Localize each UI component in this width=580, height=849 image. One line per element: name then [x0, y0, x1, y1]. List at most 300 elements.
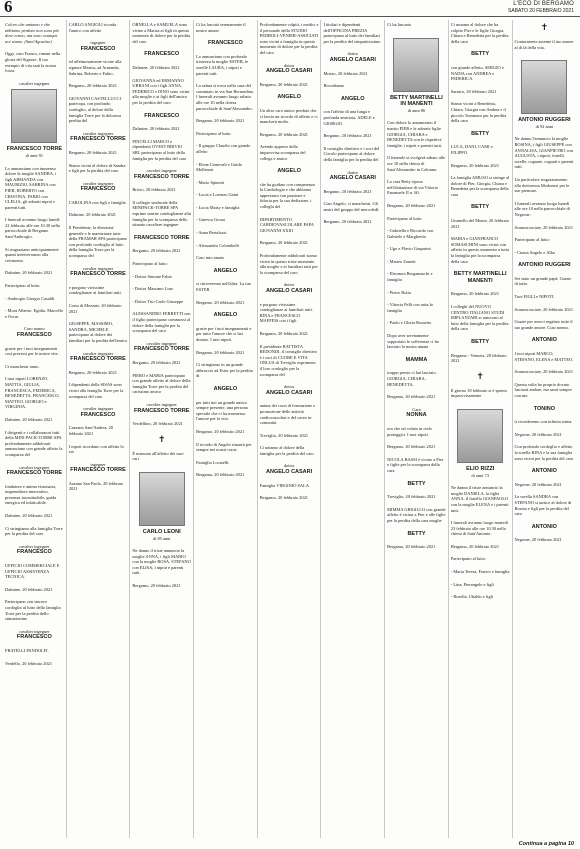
- notice-block: [387, 392, 446, 405]
- notice-block: [132, 185, 191, 198]
- notice-block: [387, 355, 446, 369]
- notice-block: [515, 442, 575, 466]
- notice-text: - Lina, Pierangelo e figli: [450, 581, 494, 587]
- notice-block: [5, 597, 64, 626]
- notice-text: - Cinzia Angelo e Alba: [514, 249, 555, 255]
- notice-block: [132, 400, 191, 419]
- deceased-name: NONNA: [406, 412, 427, 419]
- notice-text: Un particolare ringraziamento alla dottoressa Modonesi per le sue premure.: [514, 176, 570, 194]
- notice-block: [132, 166, 191, 185]
- notice-block: [260, 80, 319, 93]
- notice-text: Negrone, 20 febbraio 2021: [514, 431, 562, 437]
- notice-text: Treviglio, 20 febbraio 2021: [259, 432, 309, 438]
- notice-text: - Eleonora Bergamaschi e famiglia: [387, 271, 433, 283]
- notice-block: [387, 244, 446, 257]
- notice-text: Treviglio, 20 febbraio 2021: [387, 494, 436, 500]
- deceased-name: FRANCESCO TORRE: [6, 470, 63, 477]
- deceased-name: FRANCESCO: [80, 186, 116, 193]
- notice-text: I tuoi nipoti LORENZO, MATTIA, GIULIA, FRANCESCA, FEDERICA, BENEDETTA, FRANCESCO, MATTEO, GIORGIO e VIRGINIA.: [5, 376, 60, 410]
- notice-text: - Rosella, Ubaldo e figli: [450, 594, 494, 600]
- notice-block: [196, 160, 255, 178]
- notice-block: [323, 20, 382, 49]
- deceased-name: BETTY: [471, 204, 490, 211]
- notice-block: [196, 398, 255, 427]
- notice-block: [451, 302, 510, 337]
- notice-text: Bergamo, 20 febbraio 2021: [323, 219, 372, 225]
- notice-text: Ne danno il triste annuncio la moglie ANNA, i figli MARIO con la moglie ROSA, STEFANO con ELISA, i nipoti e parenti tutti.: [132, 548, 191, 576]
- notice-block: [387, 118, 446, 153]
- notice-block: [451, 87, 510, 100]
- deceased-title: dottor: [283, 463, 295, 469]
- notice-text: Ci uniamo al dolore che ha colpito Pier e le figlie Giorgia, Chiara e Benedetta per la perdita della cara: [450, 22, 509, 44]
- notice-text: I dirigenti e i collaboratori tutti della MINI PACK-TORRE SPA profondamente addolorati annunciano con grande affetto la scomparsa del: [5, 429, 63, 457]
- notice-block: [5, 511, 64, 524]
- notice-text: - Anna Bertalossi: [196, 230, 227, 236]
- notice-text: Famiglia VIRGINIO SALA.: [259, 482, 311, 488]
- notice-block: [5, 324, 64, 343]
- notice-block: [5, 524, 64, 542]
- notice-block: [132, 546, 191, 581]
- deceased-name: FRANCESCO: [16, 634, 52, 641]
- notice-block: [69, 442, 128, 460]
- notice-block: [260, 300, 319, 329]
- notice-text: CAROLINA con figli e famiglie.: [68, 199, 127, 205]
- deceased-name: CARLO LEONI: [142, 528, 181, 535]
- column-8: [449, 20, 513, 838]
- notice-text: Il giorno 18 febbraio si è spento improvvisamente: [450, 387, 507, 399]
- notice-block: [451, 129, 510, 143]
- notice-block: [515, 274, 575, 292]
- notice-block: [69, 198, 128, 211]
- notice-block: [387, 368, 446, 392]
- notice-block: [515, 248, 575, 261]
- notice-block: [515, 367, 575, 380]
- notice-text: Bergamo, 20 febbraio 2021: [196, 428, 245, 434]
- notice-block: [260, 142, 319, 166]
- notice-text: Profondamente addolorati siamo vicini in questo triste momento alla moglie e ai familiari tutti per la scomparsa del caro: [259, 253, 318, 275]
- deceased-name: ANGELO: [341, 95, 365, 102]
- deceased-title: cavalier ingegner: [82, 265, 114, 271]
- notice-text: I titolari e dipendenti dell'OFFICINA PREZIA partecipano al lutto dei familiari per la perdita del simpaticissimo: [323, 22, 381, 44]
- deceased-name: FRANCESCO: [207, 40, 243, 47]
- notice-text: - Dottor Simone Fabio: [132, 273, 173, 279]
- notice-block: [5, 428, 64, 463]
- deceased-name: FRANCESCO TORRE: [70, 356, 126, 363]
- notice-text: PINCELLI MARCO e dipendenti OVEST BRIVIO SRL partecipano al lutto della famiglia per la perdita del caro: [132, 138, 187, 161]
- notice-text: - Matteo Zanetti: [387, 258, 416, 264]
- deceased-name: BETTY: [407, 530, 426, 537]
- notice-block: [387, 269, 446, 287]
- notice-text: Ciao Angelo, ci mancherai. Gli amici del gruppo del mercoledì.: [323, 201, 380, 212]
- notice-text: Ci uniamo al dolore della famiglia per la perdita del caro: [259, 445, 314, 456]
- notice-block: [69, 161, 128, 179]
- deceased-name: ANGELO: [213, 267, 238, 274]
- notice-block: [387, 201, 446, 214]
- notice-block: [5, 415, 64, 428]
- notice-block: [387, 226, 446, 244]
- deceased-title: cavalier ingegner: [82, 130, 114, 136]
- notice-text: - Gabriella e Riccardo con Gabriele e Margherita: [387, 228, 434, 239]
- notice-text: Ci ha lasciato: [387, 22, 412, 27]
- notice-text: Cazzano Sant'Andrea, 20 febbraio 2021: [68, 425, 114, 436]
- notice-text: La sorella SANDRA con STEFANO si unisce al dolore di Rosina e figli per la perdita del caro: [514, 494, 572, 517]
- notice-text: Caro mio amato: [196, 255, 225, 261]
- notice-text: Famiglia Locatelli.: [196, 459, 230, 465]
- notice-block: [323, 49, 382, 68]
- notice-text: Sei stato un grande papà. Grazie di tutto.: [514, 275, 572, 287]
- notice-block: [451, 542, 510, 555]
- notice-block: [69, 301, 128, 319]
- deceased-title: dottor: [283, 384, 295, 390]
- deceased-name: FRANCESCO: [16, 549, 52, 556]
- notice-text: Ci ha lasciati serenamente il nostro amato: [196, 22, 246, 33]
- notice-text: Questa volta ho proprio dovuto lasciarti andare, ma sarai sempre con me.: [514, 381, 572, 398]
- notice-text: Grumello del Monte, 20 febbraio 2021: [450, 218, 509, 229]
- deceased-name: ANGELO CASARI: [266, 469, 313, 476]
- notice-text: Siamo vicini al dolore di Sandra e figli per la perdita del caro: [68, 162, 126, 174]
- notice-block: [260, 461, 319, 480]
- notice-block: [387, 542, 446, 555]
- notice-block: [451, 142, 510, 160]
- page-number: 6: [4, 0, 13, 16]
- notice-text: Bergamo, 20 febbraio 2021: [450, 543, 500, 549]
- notice-block: [451, 518, 510, 542]
- notice-block: [515, 20, 575, 37]
- notice-block: [69, 368, 128, 381]
- notice-block: [196, 266, 255, 280]
- notice-block: [5, 542, 64, 561]
- notice-text: Bergamo, 20 febbraio 2021: [259, 495, 308, 501]
- notice-block: [196, 348, 255, 361]
- issue-date: SABATO 20 FEBBRAIO 2021: [508, 8, 574, 14]
- column-9: [513, 20, 577, 838]
- notice-text: ed affettuosamente vicino alla signora Marisa, ad Armanda, Sabrina, Roberto e Fabio.: [68, 59, 122, 76]
- notice-block: [451, 289, 510, 302]
- notice-text: Bergamo, 20 febbraio 2021: [132, 583, 181, 589]
- deceased-age: di anni 91: [25, 152, 44, 158]
- notice-block: [5, 20, 64, 49]
- deceased-name: ANTONIO RUGGERI: [518, 117, 571, 124]
- notice-text: FRATELLI PANDOLFI.: [5, 647, 49, 653]
- deceased-title: dottor: [283, 62, 295, 68]
- notice-text: Bergamo, 20 febbraio 2021: [259, 240, 308, 246]
- notice-text: Ci stringiamo in un grande abbraccio ad Ester per la perdita di: [196, 362, 253, 379]
- notice-text: - Maria Teresa, Franco e famiglia: [450, 569, 510, 575]
- notice-block: [515, 199, 575, 223]
- deceased-title: cavalier ingegner: [82, 350, 114, 356]
- deceased-name: FRANCESCO: [80, 45, 116, 52]
- notice-block: [5, 362, 64, 375]
- notice-block: [515, 260, 575, 274]
- deceased-title: ingegner: [90, 461, 106, 467]
- notice-block: [515, 37, 575, 55]
- notice-block: [196, 310, 255, 324]
- notice-text: Bergamo, 20 febbraio 2021: [450, 162, 500, 168]
- deceased-name: ANGELO CASARI: [266, 389, 313, 396]
- deceased-name: FRANCESCO TORRE: [6, 146, 63, 153]
- notice-text: Bergamo, 20 febbraio 2021: [68, 369, 117, 375]
- notice-block: [196, 141, 255, 159]
- notice-block: [387, 257, 446, 270]
- notice-block: [196, 129, 255, 142]
- deceased-name: FRANCESCO: [80, 411, 116, 418]
- notice-text: Bergamo, 20 febbraio 2021: [68, 83, 117, 89]
- notice-heading: Cara: [412, 406, 421, 412]
- notice-text: - Pietro Botta: [387, 289, 411, 295]
- notice-block: [196, 384, 255, 398]
- notice-block: [323, 199, 382, 217]
- notice-text: I tuoi nipoti MARCO, STEFANO, ELENA e MATTEO.: [514, 351, 574, 362]
- cross-icon: ✝: [476, 370, 484, 381]
- column-6: [321, 20, 385, 838]
- deceased-name: BETTY: [471, 130, 490, 137]
- notice-text: Costa di Mezzate, 20 febbraio 2021: [68, 303, 122, 314]
- notice-block: [323, 144, 382, 168]
- notice-text: Dalmine, 20 febbraio 2021: [68, 212, 116, 218]
- deceased-name: BETTY MARTINELLI IN MANENTI: [390, 94, 443, 108]
- notice-text: Siamo vicini a Benedetta, Chiara, Giorgia con Andrea e il piccolo Tommaso per la perdita della cara: [450, 101, 507, 124]
- notice-text: Dopo aver serenamente sopportato le sofferenze ci ha lasciato la nostra amata: [387, 333, 439, 350]
- notice-block: [387, 492, 446, 505]
- notice-block: [5, 306, 64, 324]
- notice-text: - Dottor Massimo Lino: [132, 286, 173, 292]
- notice-text: UFFICIO COMMERCIALE E UFFICIO ASSISTENZA TECNICA.: [5, 563, 60, 580]
- notice-block: [132, 246, 191, 259]
- deceased-name: ANTONIO: [531, 337, 557, 344]
- notice-block: [5, 164, 64, 216]
- notice-text: GIOVANNI CASTELLUCCI partecipa, con profondo cordoglio, al dolore della famiglia Torre per la dolorosa perdita del: [68, 95, 121, 124]
- notice-block: [196, 241, 255, 254]
- notice-text: Avendo appreso della improvvisa scomparsa del collega e amico: [259, 144, 306, 161]
- notice-block: [196, 427, 255, 440]
- notice-text: Sarnico, 20 febbraio 2021: [450, 88, 497, 94]
- notice-text: ORNELLA e SAMUELA sono vicine a Marisa ai figli in questo momento di dolore per la perdita del caro: [132, 22, 191, 44]
- notice-text: troppo presto ci hai lasciato. GIORGIA, CHIARA, BENEDETTA.: [387, 370, 437, 387]
- notice-text: Verdellino, 20 febbraio 2021: [132, 421, 183, 427]
- notice-block: [69, 223, 128, 264]
- notice-block: [515, 292, 575, 305]
- notice-block: [323, 107, 382, 131]
- notice-block: [387, 455, 446, 479]
- notice-text: con grande affetto, SERGIO e NADIA con ANDREA e FEDERICA.: [450, 64, 504, 82]
- notice-text: Tuoi FIGLI e NIPOTI.: [514, 294, 555, 300]
- notice-block: [260, 106, 319, 130]
- notice-block: [515, 55, 575, 134]
- notice-text: Bergamo, 20 febbraio 2021: [259, 81, 308, 87]
- notice-block: [196, 324, 255, 348]
- notice-text: Partecipano al lutto:: [132, 261, 168, 267]
- notice-block: [451, 592, 510, 605]
- notice-block: [196, 116, 255, 129]
- notice-block: [69, 264, 128, 283]
- notice-block: [451, 351, 510, 369]
- notice-block: [132, 467, 191, 546]
- notice-text: - Ugo e Flavio Gasparini: [387, 246, 431, 252]
- deceased-name: ANGELO CASARI: [266, 288, 313, 294]
- notice-block: [451, 580, 510, 593]
- notice-text: Scanzorosciate, 20 febbraio 2021: [514, 369, 574, 375]
- notice-text: Contornerete assente il tuo amore al di là della vita.: [514, 39, 574, 50]
- notice-text: Bergamo, 20 febbraio 2021: [387, 202, 436, 208]
- deceased-name: ANTONIO RUGGERI: [518, 262, 571, 269]
- notice-text: Il presidente BATTISTA REDONDI, il consiglio direttivo e i soci di CUORE E VITA ONLUS di Treviglio esprimono il loro cordoglio per la scomparsa del: [259, 343, 318, 377]
- notice-text: Partecipano con sincero cordoglio al lutto della famiglia Torre per la perdita dello stimatissimo: [5, 599, 61, 622]
- notice-text: Partecipano al lutto:: [514, 237, 550, 243]
- notice-block: [323, 69, 382, 82]
- notice-block: [515, 349, 575, 367]
- notice-text: - Elena Carnevali e Guido Mollenari: [196, 161, 242, 173]
- notice-block: [69, 148, 128, 161]
- notice-block: [196, 253, 255, 266]
- deceased-title: cavalier ingegner: [82, 406, 114, 412]
- deceased-photo: [521, 60, 567, 114]
- notice-text: LUCA, DANI, CAMI e FILIPPO.: [450, 144, 493, 155]
- columns-container: [3, 20, 577, 838]
- notice-block: [196, 38, 255, 52]
- notice-block: [260, 493, 319, 506]
- notice-block: [260, 20, 319, 61]
- deceased-name: FRANCESCO TORRE: [133, 346, 190, 353]
- notice-block: [69, 20, 128, 38]
- notice-block: [132, 339, 191, 358]
- notice-block: [69, 94, 128, 129]
- notice-text: Bergamo, 20 febbraio 2021: [323, 133, 372, 139]
- notice-text: Partecipano al lutto:: [387, 215, 423, 221]
- notice-block: [132, 358, 191, 371]
- notice-block: [5, 344, 64, 362]
- notice-text: La famiglia AMUSO si stringe al dolore di Pier, Giorgia, Chiara e Benedetta per la scomparsa della cara: [450, 175, 510, 197]
- notice-block: [5, 268, 64, 281]
- notice-block: [5, 646, 64, 659]
- notice-text: Mozzo, 20 febbraio 2021: [323, 70, 368, 76]
- notice-text: Bergamo, 20 febbraio 2021: [259, 131, 308, 137]
- notice-text: Ci mancherai tanto.: [5, 363, 40, 369]
- notice-text: MIMMA GRIGILLO con grande affetto è vicina a Pier e alle figlie per la perdita della cara moglie: [387, 506, 446, 523]
- notice-block: [515, 535, 575, 548]
- notice-block: [515, 492, 575, 521]
- notice-block: [132, 284, 191, 297]
- deceased-title: cavalier ingegner: [146, 168, 177, 174]
- notice-block: [132, 49, 191, 63]
- notice-text: con l'affetto di una lunga e profonda amicizia. ADELE e GIORGIO.: [323, 109, 375, 126]
- notice-block: [132, 20, 191, 49]
- notice-text: Il consiglio direttivo e i soci del Circolo partecipano al dolore della famiglia per la perdita del: [323, 145, 380, 162]
- notice-text: Dalmine, 20 febbraio 2021: [5, 270, 53, 276]
- deceased-name: FRANCESCO: [16, 332, 52, 338]
- notice-block: [69, 210, 128, 223]
- notice-text: - Ginevra Grossi: [196, 217, 226, 223]
- notice-block: [387, 288, 446, 301]
- notice-block: [451, 49, 510, 63]
- deceased-name: ELIO RIZZI: [466, 465, 495, 472]
- notice-block: [132, 297, 191, 310]
- notice-block: [196, 178, 255, 191]
- notice-block: [5, 79, 64, 164]
- notice-block: [196, 470, 255, 483]
- notice-text: I funerali avranno luogo lunedì alle ore 10 nella parrocchiale di Negrone.: [514, 200, 570, 217]
- notice-text: GIOVANNA ed ERMANNO URBANI con i figli ANNA, FEDERICO e DINO sono vicini alla moglie e ai figli dell'amico per la perdita del caro: [132, 77, 190, 105]
- notice-text: - Mora Alberto, Egidia, Marcello e Oscar: [5, 308, 64, 319]
- notice-text: Si ringraziano anticipatamente quanti interverranno alla cerimonia.: [5, 246, 59, 263]
- notice-block: [451, 216, 510, 234]
- deceased-name: FRANCESCO TORRE: [70, 271, 126, 278]
- deceased-photo: [457, 409, 503, 463]
- notice-block: [451, 20, 510, 49]
- notice-text: Bergamo, 20 febbraio 2021: [387, 544, 436, 550]
- notice-text: Profondamente colpiti, i medici e il personale dello STUDIO PEDROLI-VENIER-ASSICIATI sono vicini a famiglia in questo momento di dolore per la perdita del caro: [259, 22, 319, 55]
- notice-block: [196, 81, 255, 116]
- deceased-name: BETTY: [407, 480, 426, 487]
- notice-block: [387, 331, 446, 355]
- notice-block: [515, 317, 575, 335]
- notice-text: Bergamo, 20 febbraio 2021: [196, 118, 245, 124]
- notice-block: [196, 279, 255, 297]
- notice-block: [260, 443, 319, 461]
- notice-text: Bergamo, 20 febbraio 2021: [387, 394, 436, 400]
- notice-text: Ci stringiamo alla famiglia Torre per la perdita del caro: [5, 525, 63, 537]
- notice-block: [69, 460, 128, 479]
- deceased-name: ANGELO CASARI: [329, 56, 376, 63]
- notice-block: [260, 401, 319, 430]
- deceased-name: FRANCESCO TORRE: [70, 467, 126, 474]
- notice-block: [515, 380, 575, 404]
- notice-block: [387, 214, 446, 227]
- notice-block: [387, 505, 446, 529]
- notice-block: [5, 585, 64, 598]
- deceased-name: ANGELO CASARI: [329, 175, 376, 182]
- notice-block: [323, 81, 382, 94]
- notice-block: [260, 61, 319, 80]
- notice-text: Lo annunciano con immenso dolore la moglie SANDRA, i figli ARMANDA con MAURIZIO, SABRINA con PIER, ROBERTO con CRISTINA, FABIO con CLELIA, gli adorati nipoti e parenti tutti.: [5, 165, 57, 210]
- deceased-age: di anni 73: [471, 472, 489, 478]
- page-header: [0, 0, 580, 17]
- column-7: [385, 20, 449, 838]
- notice-block: [260, 382, 319, 401]
- notice-block: [132, 309, 191, 338]
- notice-block: [196, 215, 255, 228]
- notice-text: che ha guidato con competenza la Cardiologia e che abbiamo apprezzato con passione e fiducia per la sua dedizione, i colleghi del: [259, 181, 315, 210]
- deceased-name: BETTY MARTINELLI MANENTI: [453, 271, 507, 284]
- notice-block: [387, 20, 446, 33]
- notice-text: - Lucia e Lorenzo Gaini: [196, 192, 239, 198]
- notice-block: [132, 259, 191, 272]
- deceased-title: cavalier ingegner: [19, 628, 50, 634]
- notice-text: Grazie per averci regalato tutto il tuo grande amore. Ciao nonno.: [514, 319, 573, 330]
- notice-block: [196, 440, 255, 458]
- notice-text: Verdello, 20 febbraio 2021: [5, 660, 53, 666]
- notice-block: [260, 280, 319, 299]
- notice-text: Ricordiamo: [323, 83, 345, 89]
- deceased-name: FRANCESCO TORRE: [133, 173, 190, 180]
- notice-block: [323, 217, 382, 230]
- notice-text: ora che sei volata in cielo proteggici. I tuoi nipoti.: [387, 425, 432, 437]
- notice-text: Dalmine, 20 febbraio 2021: [5, 416, 53, 422]
- notice-block: [196, 298, 255, 311]
- notice-block: [5, 294, 64, 307]
- cross-icon: ✝: [157, 433, 166, 444]
- notice-text: Partecipano al lutto:: [450, 556, 487, 562]
- notice-text: - Paolo e Gloria Rossetto: [387, 320, 432, 326]
- cross-icon: ✝: [540, 22, 549, 32]
- deceased-photo: [11, 89, 57, 143]
- notice-block: [451, 173, 510, 202]
- deceased-name: FRANCESCO: [144, 51, 180, 58]
- notice-block: [387, 300, 446, 318]
- notice-block: [387, 479, 446, 493]
- notice-text: Dalmine, 20 febbraio 2021: [5, 513, 53, 519]
- notice-text: Bergamo, 20 febbraio 2021: [196, 349, 245, 355]
- deceased-title: cavalier ingegner: [19, 543, 50, 549]
